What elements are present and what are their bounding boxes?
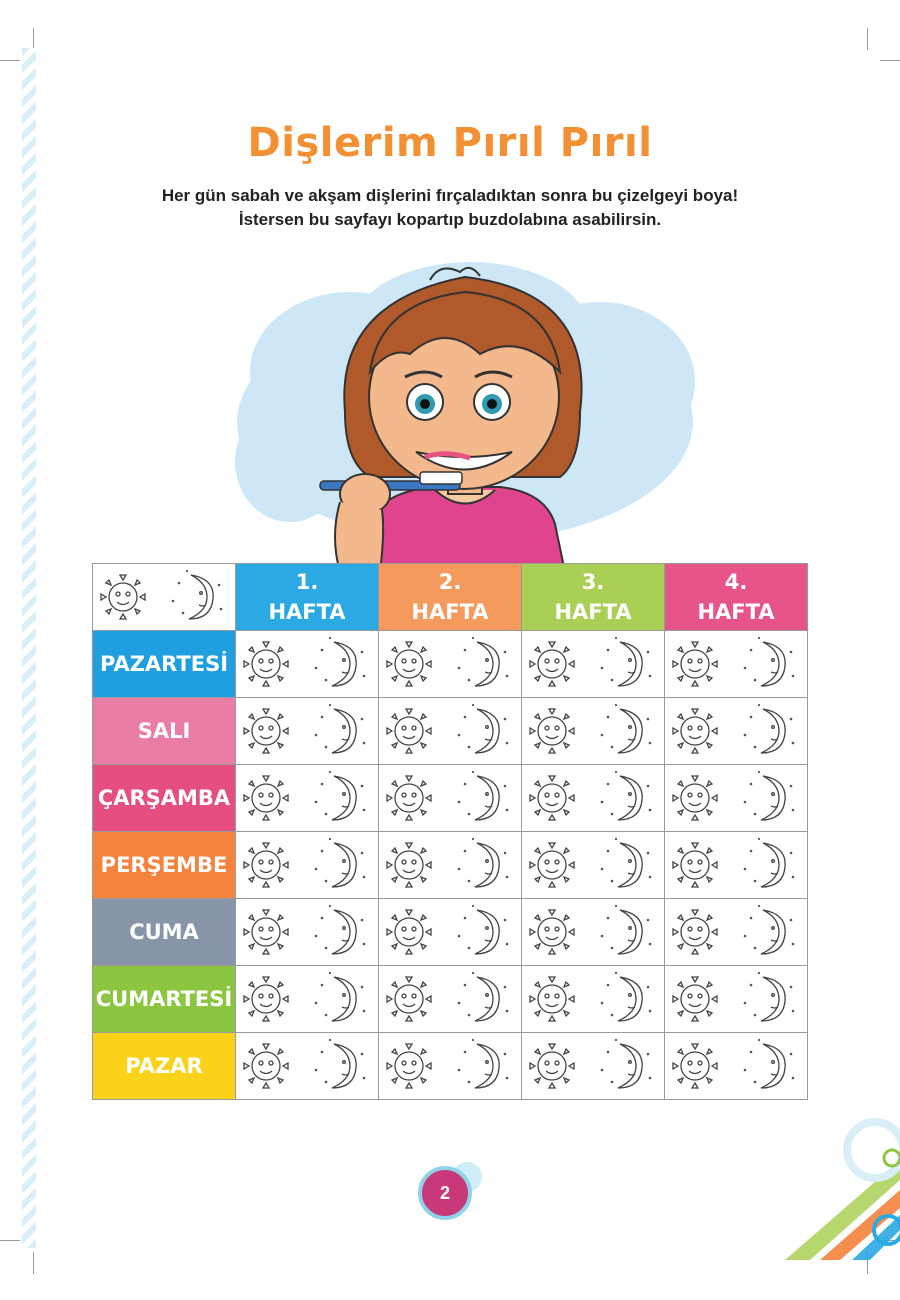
coloring-cell[interactable] [522, 765, 665, 832]
week-number: 2. [438, 570, 462, 594]
day-label: ÇARŞAMBA [93, 765, 236, 832]
decorative-swirls [780, 1100, 900, 1260]
sun-icon[interactable] [387, 910, 431, 954]
instruction-line-1: Her gün sabah ve akşam dişlerini fırçaladıktan sonra bu çizelgeyi boya! [161, 186, 739, 205]
moon-icon[interactable] [458, 771, 509, 820]
chart-day-row [93, 765, 808, 832]
moon-icon[interactable] [601, 637, 652, 686]
chart-day-row [93, 832, 808, 899]
sun-icon[interactable] [530, 642, 574, 686]
moon-icon[interactable] [315, 1039, 366, 1088]
coloring-cell[interactable] [665, 765, 808, 832]
crop-mark [0, 60, 20, 61]
week-header-2 [379, 564, 522, 631]
coloring-cell[interactable] [522, 966, 665, 1033]
page-title: Dişlerim Pırıl Pırıl [247, 120, 653, 166]
crop-mark [0, 1240, 20, 1241]
moon-icon[interactable] [315, 972, 366, 1021]
week-label: HAFTA [697, 600, 775, 624]
sun-icon[interactable] [530, 977, 574, 1021]
chart-header-row [93, 564, 808, 631]
sun-icon[interactable] [244, 977, 288, 1021]
chart-day-row [93, 1033, 808, 1100]
moon-icon[interactable] [458, 704, 509, 753]
moon-icon[interactable] [601, 838, 652, 887]
sun-icon [101, 575, 145, 619]
moon-icon[interactable] [315, 637, 366, 686]
page-number: 2 [418, 1166, 472, 1220]
moon-icon[interactable] [315, 704, 366, 753]
sun-moon-icon [93, 564, 235, 630]
moon-icon[interactable] [458, 1039, 509, 1088]
sun-icon[interactable] [673, 910, 717, 954]
chart-day-row [93, 631, 808, 698]
week-number: 1. [295, 570, 319, 594]
moon-icon[interactable] [601, 972, 652, 1021]
sun-icon[interactable] [244, 1044, 288, 1088]
week-header-3 [522, 564, 665, 631]
coloring-cell[interactable] [236, 765, 379, 832]
coloring-cell[interactable] [379, 765, 522, 832]
chart-day-row [93, 966, 808, 1033]
coloring-cell[interactable] [522, 698, 665, 765]
sun-icon[interactable] [244, 642, 288, 686]
moon-icon[interactable] [601, 771, 652, 820]
moon-icon[interactable] [458, 905, 509, 954]
sun-icon[interactable] [387, 977, 431, 1021]
moon-icon[interactable] [315, 838, 366, 887]
coloring-cell[interactable] [379, 698, 522, 765]
sun-icon[interactable] [673, 776, 717, 820]
chart-day-row [93, 899, 808, 966]
moon-icon[interactable] [601, 704, 652, 753]
sun-icon[interactable] [244, 843, 288, 887]
coloring-cell[interactable] [665, 832, 808, 899]
sun-icon[interactable] [673, 843, 717, 887]
coloring-cell[interactable] [522, 1033, 665, 1100]
sun-icon[interactable] [530, 709, 574, 753]
coloring-cell[interactable] [665, 899, 808, 966]
moon-icon[interactable] [601, 1039, 652, 1088]
sun-icon[interactable] [530, 1044, 574, 1088]
coloring-cell[interactable] [665, 1033, 808, 1100]
sun-icon[interactable] [244, 910, 288, 954]
moon-icon[interactable] [458, 637, 509, 686]
crop-mark [33, 28, 34, 50]
coloring-cell[interactable] [522, 899, 665, 966]
coloring-cell[interactable] [522, 832, 665, 899]
instruction-line-2: İstersen bu sayfayı kopartıp buzdolabına asabilirsin. [238, 210, 662, 229]
sun-icon[interactable] [673, 642, 717, 686]
week-number: 4. [724, 570, 748, 594]
crop-mark [880, 60, 900, 61]
day-label: SALI [93, 698, 236, 765]
day-label: CUMARTESİ [93, 966, 236, 1033]
coloring-cell[interactable] [665, 631, 808, 698]
sun-icon[interactable] [387, 843, 431, 887]
coloring-cell[interactable] [236, 966, 379, 1033]
brushing-chart-table [92, 563, 808, 1100]
crop-mark [33, 1252, 34, 1274]
week-header-4 [665, 564, 808, 631]
moon-icon[interactable] [744, 838, 795, 887]
week-header-1 [236, 564, 379, 631]
sun-icon[interactable] [387, 1044, 431, 1088]
week-label: HAFTA [268, 600, 346, 624]
coloring-cell[interactable] [379, 832, 522, 899]
coloring-cell[interactable] [379, 899, 522, 966]
week-label: HAFTA [554, 600, 632, 624]
moon-icon [172, 570, 223, 619]
sun-icon[interactable] [387, 642, 431, 686]
coloring-cell[interactable] [236, 832, 379, 899]
moon-icon[interactable] [744, 771, 795, 820]
coloring-cell[interactable] [236, 698, 379, 765]
chart-day-row [93, 698, 808, 765]
coloring-cell[interactable] [379, 631, 522, 698]
sun-icon[interactable] [530, 776, 574, 820]
sun-icon[interactable] [673, 709, 717, 753]
sun-icon[interactable] [387, 709, 431, 753]
coloring-cell[interactable] [665, 698, 808, 765]
coloring-cell[interactable] [379, 966, 522, 1033]
crop-mark [867, 28, 868, 50]
chart-day-rows [93, 631, 808, 1100]
day-label: PAZARTESİ [93, 631, 236, 698]
sun-icon[interactable] [387, 776, 431, 820]
girl-brushing-teeth-illustration [230, 262, 700, 572]
moon-icon[interactable] [744, 704, 795, 753]
coloring-cell[interactable] [379, 1033, 522, 1100]
sun-icon[interactable] [530, 910, 574, 954]
week-number: 3. [581, 570, 605, 594]
sun-icon[interactable] [673, 1044, 717, 1088]
instructions [0, 184, 900, 232]
moon-icon[interactable] [744, 637, 795, 686]
moon-icon[interactable] [315, 771, 366, 820]
day-label: CUMA [93, 899, 236, 966]
moon-icon[interactable] [458, 838, 509, 887]
coloring-cell[interactable] [522, 631, 665, 698]
sun-icon[interactable] [244, 709, 288, 753]
day-label: PAZAR [93, 1033, 236, 1100]
sun-icon[interactable] [530, 843, 574, 887]
coloring-cell[interactable] [665, 966, 808, 1033]
corner-cell [93, 564, 236, 631]
coloring-cell[interactable] [236, 1033, 379, 1100]
sun-icon[interactable] [673, 977, 717, 1021]
coloring-cell[interactable] [236, 631, 379, 698]
moon-icon[interactable] [315, 905, 366, 954]
moon-icon[interactable] [601, 905, 652, 954]
day-label: PERŞEMBE [93, 832, 236, 899]
moon-icon[interactable] [458, 972, 509, 1021]
moon-icon[interactable] [744, 972, 795, 1021]
week-label: HAFTA [411, 600, 489, 624]
coloring-cell[interactable] [236, 899, 379, 966]
moon-icon[interactable] [744, 905, 795, 954]
moon-icon[interactable] [744, 1039, 795, 1088]
sun-icon[interactable] [244, 776, 288, 820]
